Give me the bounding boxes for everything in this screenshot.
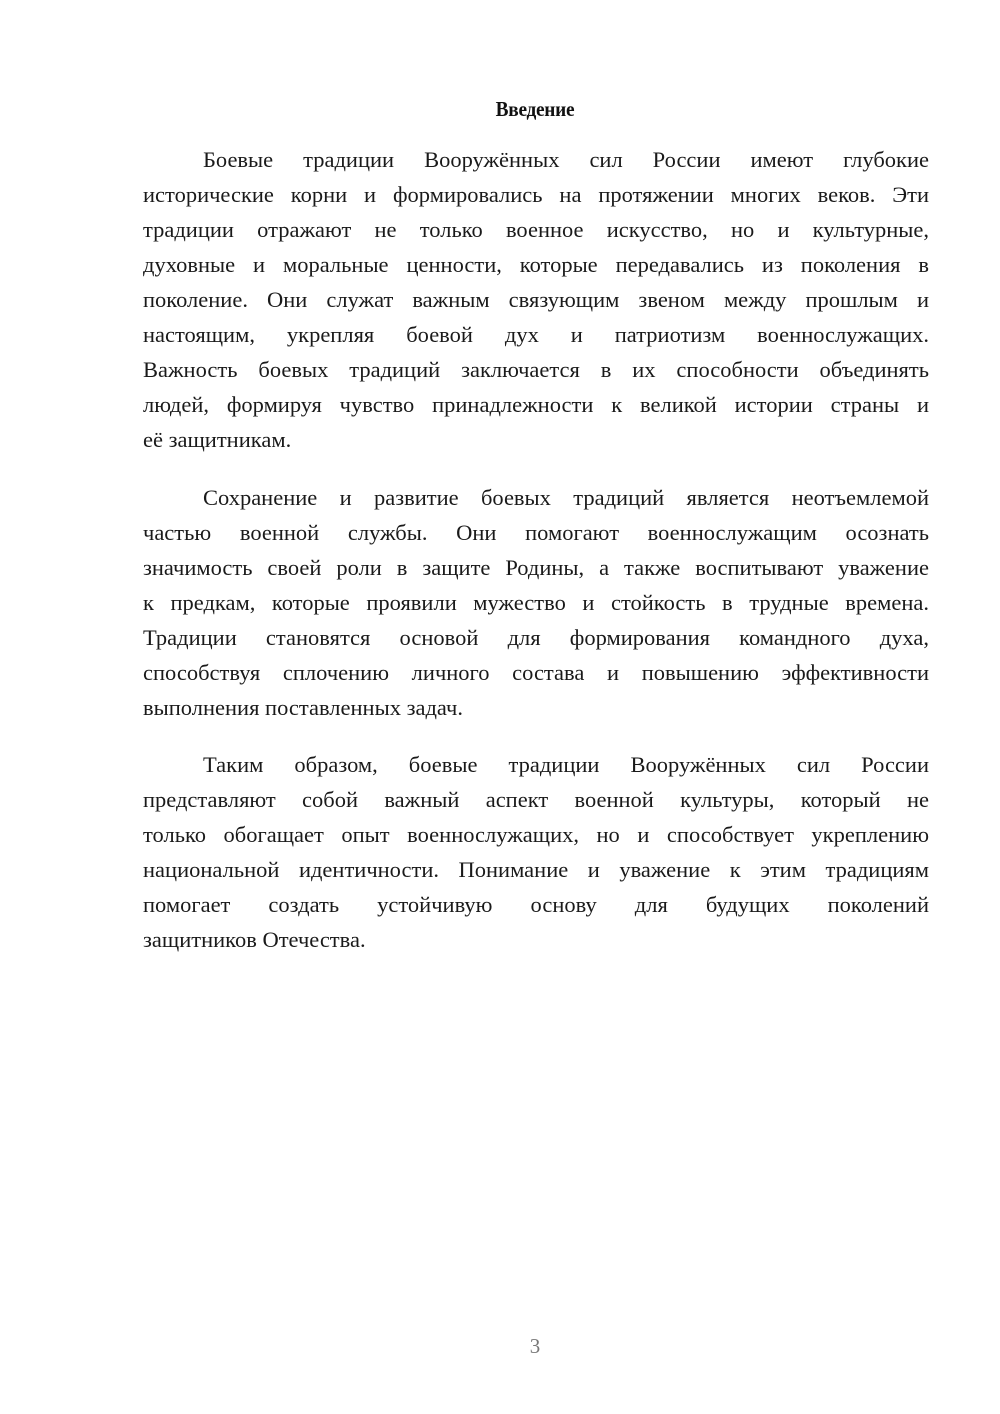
paragraph-3 [143, 747, 929, 957]
text-line: национальной идентичности. Понимание и уважение к этим традициям [143, 857, 929, 882]
text-line: выполнения поставленных задач. [143, 695, 463, 720]
text-line: её защитникам. [143, 427, 292, 452]
text-line: представляют собой важный аспект военной культуры, который не [143, 787, 929, 812]
text-line: помогает создать устойчивую основу для будущих поколений [143, 892, 929, 917]
text-line: поколение. Они служат важным связующим звеном между прошлым и [143, 287, 929, 312]
text-line: способствуя сплочению личного состава и повышению эффективности [143, 660, 929, 685]
section-heading: Введение [495, 97, 575, 121]
text-line: Таким образом, боевые традиции Вооружённых сил России [203, 752, 929, 777]
text-line: Боевые традиции Вооружённых сил России имеют глубокие [203, 147, 929, 172]
page-number: 3 [529, 1334, 541, 1358]
text-line: значимость своей роли в защите Родины, а также воспитывают уважение [143, 555, 929, 580]
text-line: традиции отражают не только военное искусство, но и культурные, [143, 217, 929, 242]
paragraph-2 [143, 480, 929, 725]
text-line: Сохранение и развитие боевых традиций является неотъемлемой [203, 485, 929, 510]
text-line: Важность боевых традиций заключается в их способности объединять [143, 357, 929, 382]
text-line: к предкам, которые проявили мужество и стойкость в трудные времена. [143, 590, 929, 615]
text-line: частью военной службы. Они помогают военнослужащим осознать [143, 520, 929, 545]
text-line: людей, формируя чувство принадлежности к великой истории страны и [143, 392, 929, 417]
text-line: настоящим, укрепляя боевой дух и патриотизм военнослужащих. [143, 322, 929, 347]
text-line: духовные и моральные ценности, которые передавались из поколения в [143, 252, 929, 277]
text-line: защитников Отечества. [143, 927, 366, 952]
text-line: исторические корни и формировались на протяжении многих веков. Эти [143, 182, 929, 207]
paragraph-1 [143, 142, 929, 457]
text-line: Традиции становятся основой для формирования командного духа, [143, 625, 929, 650]
text-line: только обогащает опыт военнослужащих, но и способствует укреплению [143, 822, 929, 847]
